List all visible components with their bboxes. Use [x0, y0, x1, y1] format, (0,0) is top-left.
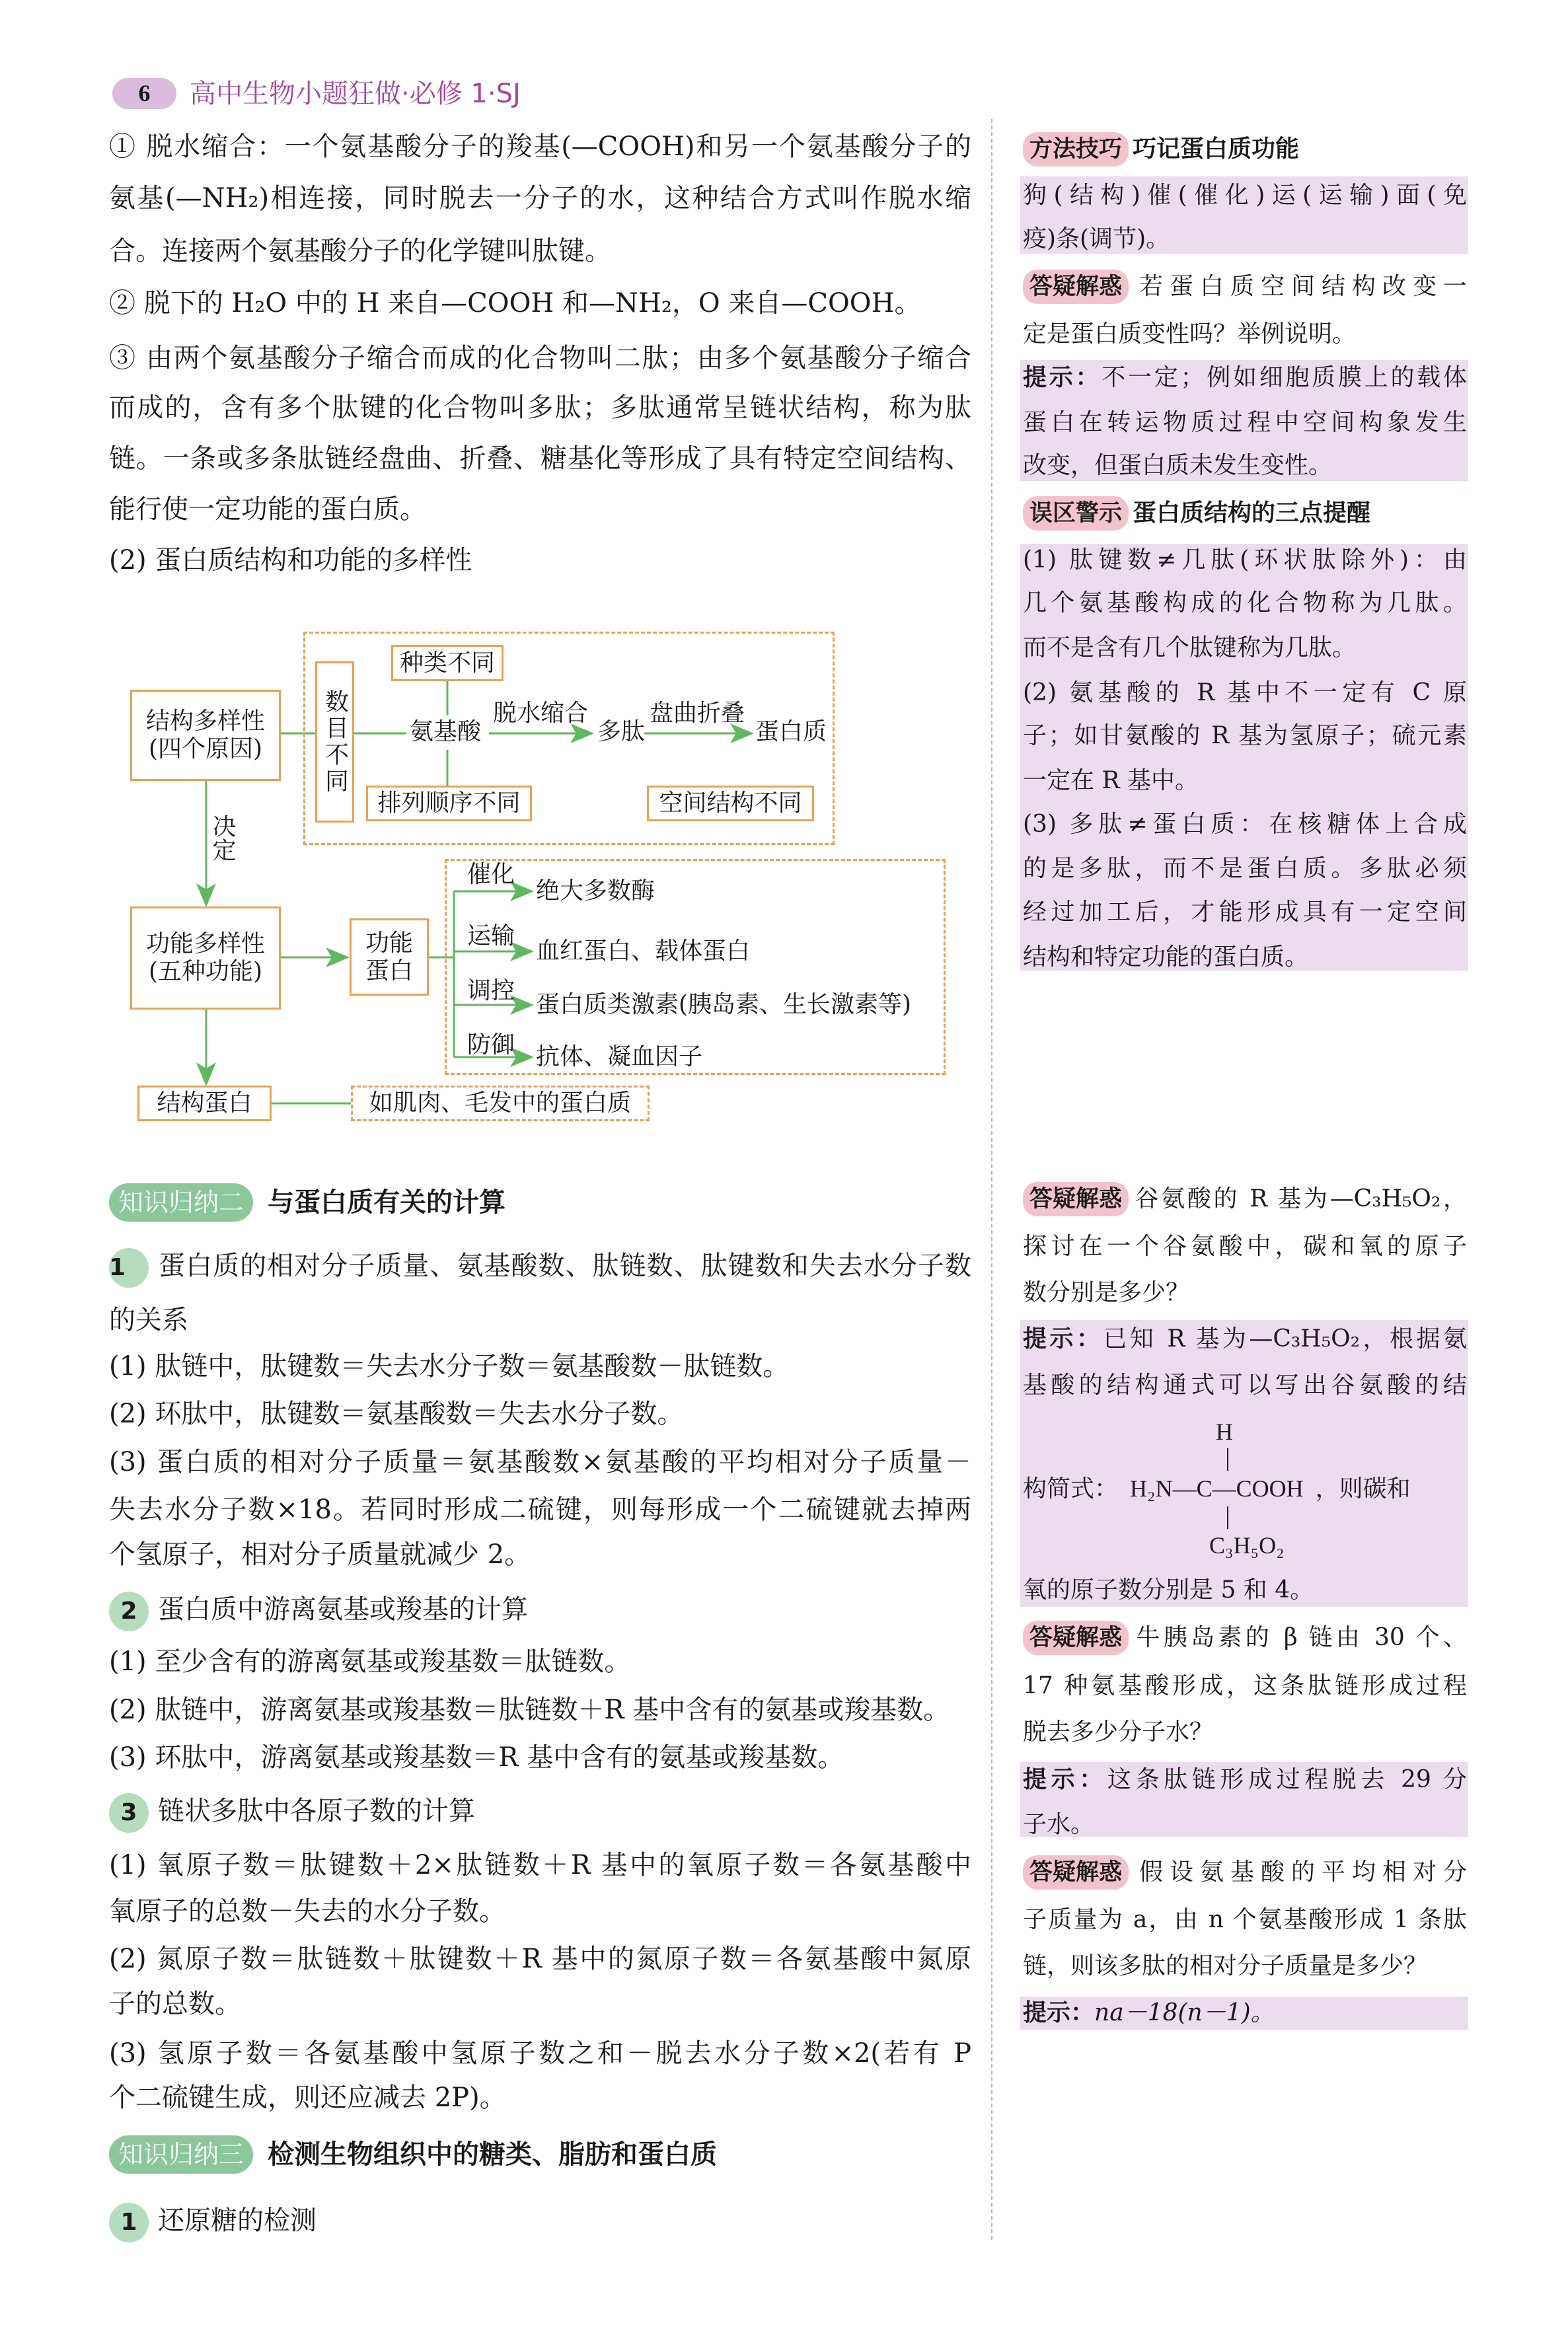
- question-text: 谷氨酸的 R 基为—C₃H₅O₂，: [1133, 1185, 1467, 1212]
- question-line: 子质量为 a，由 n 个氨基酸形成 1 条肽: [1023, 1906, 1467, 1933]
- note-line: 子；如甘氨酸的 R 基为氢原子；硫元素: [1023, 722, 1467, 749]
- hint-label: 提示：: [1023, 1999, 1095, 2026]
- note-line: 结构和特定功能的蛋白质。: [1023, 943, 1309, 971]
- formula-r-group: C₃H₅O₂: [1209, 1532, 1285, 1559]
- warning-heading: [1023, 492, 1467, 535]
- function-example: 蛋白质类激素(胰岛素、生长激素等): [536, 991, 912, 1018]
- text-line: 合。连接两个氨基酸分子的化学键叫肽键。: [109, 236, 611, 266]
- text-line: 失去水分子数×18。若同时形成二硫键，则每形成一个二硫键就去掉两: [109, 1495, 971, 1525]
- determines-label: 决定: [209, 814, 236, 862]
- column-divider: [991, 119, 992, 2240]
- note-line: 改变，但蛋白质未发生变性。: [1023, 452, 1333, 479]
- text-line: ① 脱水缩合：一个氨基酸分子的羧基(—COOH)和另一个氨基酸分子的: [109, 131, 971, 162]
- hint-label: 提示：: [1023, 1325, 1103, 1352]
- number-badge: 3: [109, 1793, 149, 1833]
- text-line: (2) 环肽中，肽键数＝氨基酸数＝失去水分子数。: [109, 1399, 684, 1429]
- folding-label: 盘曲折叠: [650, 700, 745, 727]
- hint-label: 提示：: [1023, 1766, 1107, 1793]
- warning-title: 蛋白质结构的三点提醒: [1133, 499, 1371, 527]
- section-title: 与蛋白质有关的计算: [268, 1187, 506, 1218]
- text-line: (2) 肽链中，游离氨基或羧基数＝肽链数＋R 基中含有的氨基或羧基数。: [109, 1695, 950, 1725]
- hint-text: 已知 R 基为—C₃H₅O₂，根据氨: [1103, 1325, 1467, 1352]
- structural-example-box: 如肌肉、毛发中的蛋白质: [351, 1086, 650, 1121]
- function-label: 调控: [467, 977, 515, 1004]
- number-badge: 1: [109, 2203, 149, 2242]
- structural-formula: H₂N—C—COOH: [1130, 1475, 1304, 1502]
- text-line: 的关系: [109, 1305, 188, 1335]
- text-line: (1) 氧原子数＝肽键数＋2×肽链数＋R 基中的氧原子数＝各氨基酸中: [109, 1850, 971, 1880]
- text-line: 链。一条或多条肽链经盘曲、折叠、糖基化等形成了具有特定空间结构、: [109, 443, 971, 474]
- section-header: [109, 2131, 971, 2178]
- question-line: 探讨在一个谷氨酸中，碳和氧的原子: [1023, 1233, 1467, 1260]
- text-line: ③ 由两个氨基酸分子缩合而成的化合物叫二肽；由多个氨基酸分子缩合: [109, 343, 971, 373]
- note-line: 几个氨基酸构成的化合物称为几肽。: [1023, 589, 1467, 616]
- function-label: 防御: [467, 1031, 515, 1058]
- warning-tag: 误区警示: [1023, 496, 1129, 531]
- question-text: 假设氨基酸的平均相对分: [1133, 1859, 1467, 1886]
- structural-protein-box: 结构蛋白: [137, 1086, 272, 1121]
- text-line: (1) 肽链中，肽键数＝失去水分子数＝氨基酸数－肽链数。: [109, 1351, 790, 1382]
- question-line: 17 种氨基酸形成，这条肽链形成过程: [1023, 1672, 1467, 1699]
- question-text: 若蛋白质空间结构改变一: [1133, 273, 1467, 300]
- text-line: 子的总数。: [109, 1989, 241, 2019]
- function-label: 催化: [467, 861, 515, 888]
- number-badge: 2: [109, 1592, 149, 1631]
- method-tag: 方法技巧: [1023, 132, 1129, 166]
- text-line: 能行使一定功能的蛋白质。: [109, 494, 426, 525]
- function-example: 绝大多数酶: [536, 877, 655, 904]
- note-line: [1023, 356, 1467, 400]
- text-line: (3) 蛋白质的相对分子质量＝氨基酸数×氨基酸的平均相对分子质量－: [109, 1447, 971, 1477]
- function-example: 血红蛋白、载体蛋白: [536, 938, 751, 965]
- question-line: [1023, 265, 1467, 309]
- question-line: [1023, 1616, 1467, 1660]
- tip-title: 巧记蛋白质功能: [1133, 135, 1300, 163]
- subsection-heading: [109, 1242, 971, 1290]
- note-line: 的是多肽，而不是蛋白质。多肽必须: [1023, 855, 1467, 882]
- dehydration-label: 脱水缩合: [493, 700, 589, 727]
- hint-text: 这条肽链形成过程脱去 29 分: [1107, 1766, 1467, 1793]
- qa-tag: 答疑解惑: [1023, 270, 1129, 304]
- note-line: 狗(结构)催(催化)运(运输)面(免: [1023, 182, 1467, 209]
- formula-line: [1023, 1467, 1467, 1510]
- question-line: [1023, 1851, 1467, 1894]
- note-line: 一定在 R 基中。: [1023, 767, 1199, 794]
- question-line: 数分别是多少？: [1023, 1279, 1190, 1306]
- hint-label: 提示：: [1023, 364, 1102, 391]
- note-line: (3) 多肽≠蛋白质：在核糖体上合成: [1023, 811, 1467, 838]
- functional-diversity-box: 功能多样性 (五种功能): [130, 906, 281, 1010]
- type-diff-box: 种类不同: [391, 645, 504, 681]
- protein-label: 蛋白质: [755, 718, 827, 745]
- tip-heading: [1023, 128, 1467, 171]
- function-example: 抗体、凝血因子: [536, 1043, 703, 1070]
- polypeptide-label: 多肽: [597, 718, 646, 745]
- amino-acid-label: 氨基酸: [410, 718, 482, 745]
- note-line: (1) 肽键数≠几肽(环状肽除外)：由: [1023, 546, 1467, 573]
- note-line: 子水。: [1023, 1811, 1095, 1838]
- subsection-title: 蛋白质中游离氨基或羧基的计算: [158, 1594, 528, 1625]
- note-line: 氧的原子数分别是 5 和 4。: [1023, 1576, 1314, 1604]
- text-line: 氨基(—NH₂)相连接，同时脱去一分子的水，这种结合方式叫作脱水缩: [109, 183, 971, 213]
- note-line: 疫)条(调节)。: [1023, 225, 1170, 252]
- function-label: 运输: [467, 922, 515, 949]
- number-badge: 1: [109, 1248, 149, 1288]
- subsection-title: 还原糖的检测: [158, 2205, 317, 2236]
- note-line: 基酸的结构通式可以写出谷氨酸的结: [1023, 1372, 1467, 1399]
- note-line: [1023, 1317, 1467, 1361]
- note-line: 而不是含有几个肽键称为几肽。: [1023, 634, 1357, 661]
- text-line: (2) 氮原子数＝肽链数＋肽键数＋R 基中的氮原子数＝各氨基酸中氮原: [109, 1944, 971, 1974]
- hint-text: na－18(n－1)。: [1094, 1999, 1275, 2026]
- text-line: (1) 至少含有的游离氨基或羧基数＝肽链数。: [109, 1646, 631, 1677]
- subsection-title: 蛋白质的相对分子质量、氨基酸数、肽链数、肽键数和失去水分子数: [158, 1251, 971, 1281]
- note-line: [1023, 1991, 1467, 2035]
- formula-h: H: [1216, 1419, 1233, 1445]
- text-line: 个二硫键生成，则还应减去 2P)。: [109, 2083, 506, 2113]
- question-text: 牛胰岛素的 β 链由 30 个、: [1133, 1624, 1467, 1651]
- subsection-heading: [109, 1586, 971, 1633]
- functional-protein-box: 功能 蛋白: [350, 918, 429, 996]
- text-line: 个氢原子，相对分子质量就减少 2。: [109, 1539, 531, 1570]
- text-line: 而成的，含有多个肽键的化合物叫多肽；多肽通常呈链状结构，称为肽: [109, 392, 971, 423]
- question-line: 定是蛋白质变性吗？举例说明。: [1023, 320, 1357, 348]
- section-badge: 知识归纳二: [109, 1183, 253, 1222]
- section-title: 检测生物组织中的糖类、脂肪和蛋白质: [268, 2139, 718, 2170]
- note-line: [1023, 1758, 1467, 1802]
- text-line: (3) 氢原子数＝各氨基酸中氢原子数之和－脱去水分子数×2(若有 P: [109, 2038, 971, 2069]
- order-diff-box: 排列顺序不同: [366, 786, 532, 821]
- formula-suffix: ，则碳和: [1315, 1475, 1411, 1502]
- qa-tag: 答疑解惑: [1023, 1621, 1129, 1655]
- number-diff-box: 数目不同: [315, 661, 354, 823]
- section-badge: 知识归纳三: [109, 2135, 253, 2174]
- structural-diversity-box: 结构多样性 (四个原因): [130, 690, 281, 781]
- section-header: [109, 1179, 971, 1226]
- text-line: (3) 环肽中，游离氨基或羧基数＝R 基中含有的氨基或羧基数。: [109, 1742, 844, 1773]
- note-line: 经过加工后，才能形成具有一定空间: [1023, 899, 1467, 926]
- book-title: 高中生物小题狂做·必修 1·SJ: [190, 79, 521, 109]
- subsection-heading: [109, 2197, 971, 2244]
- hint-text: 不一定；例如细胞质膜上的载体: [1101, 364, 1467, 391]
- page-number-badge: 6: [112, 78, 176, 109]
- text-line: ② 脱下的 H₂O 中的 H 来自—COOH 和—NH₂，O 来自—COOH。: [109, 288, 921, 318]
- note-line: 蛋白在转运物质过程中空间构象发生: [1023, 409, 1467, 436]
- space-diff-box: 空间结构不同: [647, 786, 814, 821]
- formula-prefix: 构简式：: [1023, 1475, 1119, 1502]
- question-line: 脱去多少分子水？: [1023, 1718, 1214, 1746]
- qa-tag: 答疑解惑: [1023, 1182, 1129, 1216]
- note-line: (2) 氨基酸的 R 基中不一定有 C 原: [1023, 679, 1467, 706]
- functions-group: [445, 859, 946, 1075]
- subheading: (2) 蛋白质结构和功能的多样性: [109, 545, 472, 575]
- qa-tag: 答疑解惑: [1023, 1855, 1129, 1890]
- subsection-title: 链状多肽中各原子数的计算: [158, 1796, 475, 1826]
- question-line: 链，则该多肽的相对分子质量是多少？: [1023, 1952, 1428, 1979]
- question-line: [1023, 1177, 1467, 1221]
- subsection-heading: [109, 1787, 971, 1835]
- text-line: 氧原子的总数－失去的水分子数。: [109, 1896, 505, 1927]
